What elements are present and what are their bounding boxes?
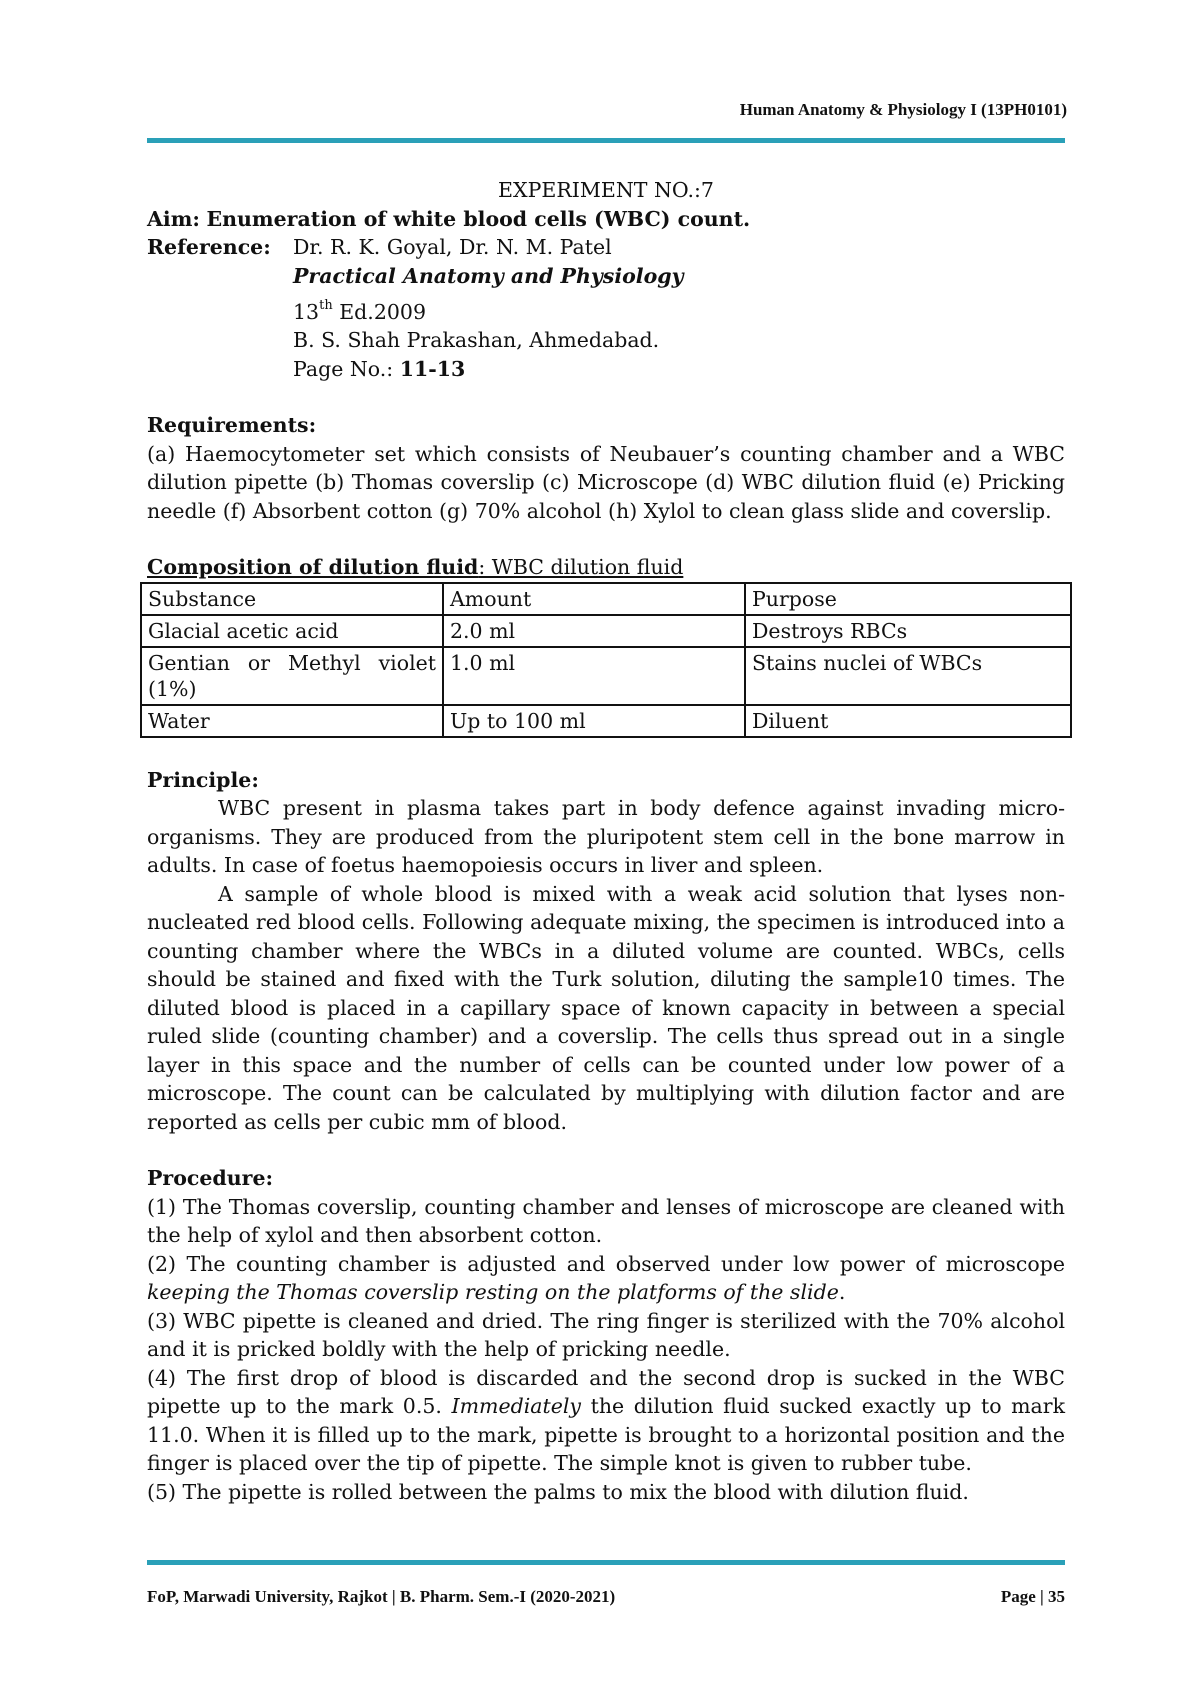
procedure-step-1: (1) The Thomas coverslip, counting chamber and lenses of microscope are cleaned with the help of xylol and then absorbent cotton. xyxy=(147,1194,1065,1248)
reference-pages xyxy=(293,355,1065,384)
edition-number: 13 xyxy=(293,299,320,324)
composition-heading xyxy=(147,553,1065,582)
table-header-row xyxy=(141,583,1071,615)
table-cell: Up to 100 ml xyxy=(443,705,745,737)
table-cell: Stains nuclei of WBCs xyxy=(745,647,1071,705)
page-label: Page No.: xyxy=(293,356,400,381)
page-content xyxy=(147,176,1065,1506)
header-rule xyxy=(147,138,1065,143)
edition-year: Ed.2009 xyxy=(332,299,426,324)
principle-paragraph-2: A sample of whole blood is mixed with a weak acid solution that lyses non-nucleated red blood cells. Following adequate mixing, the specimen is introduced into a counting chamber where the WBCs in a diluted volume are counted. WBCs, cells should be stained and fixed with the Turk solution, diluting the sample10 times. The diluted blood is placed in a capillary space of known capacity in between a special ruled slide (counting chamber) and a coverslip. The cells thus spread out in a single layer in this space and the number of cells can be counted under low power of a microscope. The count can be calculated by multiplying with dilution factor and are reported as cells per cubic mm of blood. xyxy=(147,881,1065,1134)
composition-table xyxy=(140,582,1072,738)
aim-text: Enumeration of white blood cells (WBC) count. xyxy=(206,206,751,231)
principle-paragraph-1: WBC present in plasma takes part in body defence against invading micro-organisms. They are produced from the pluripotent stem cell in the bone marrow in adults. In case of foetus haemopoiesis occurs in liver and spleen. xyxy=(147,796,1065,878)
edition-superscript: th xyxy=(319,298,333,313)
table-cell: Gentian or Methyl violet (1%) xyxy=(141,647,443,705)
table-header-cell: Amount xyxy=(443,583,745,615)
footer-rule xyxy=(147,1560,1065,1565)
footer-page-number: Page | 35 xyxy=(1000,1587,1065,1606)
table-row xyxy=(141,705,1071,737)
table-cell: 2.0 ml xyxy=(443,615,745,647)
table-cell: Diluent xyxy=(745,705,1071,737)
procedure-step-2 xyxy=(147,1250,1065,1307)
requirements-text: (a) Haemocytometer set which consists of Neubauer’s counting chamber and a WBC dilution pipette (b) Thomas coverslip (c) Microscope (d) WBC dilution fluid (e) Pricking needle (f) Absorbent cotton (g) 70% alcohol (h) Xylol to clean glass slide and coverslip. xyxy=(147,441,1065,523)
principle-heading: Principle: xyxy=(147,767,259,792)
procedure-step-5: (5) The pipette is rolled between the palms to mix the blood with dilution fluid. xyxy=(147,1479,969,1504)
reference-label: Reference: xyxy=(147,235,271,259)
aim-label: Aim: xyxy=(147,206,200,231)
procedure-heading: Procedure: xyxy=(147,1166,274,1191)
running-header: Human Anatomy & Physiology I (13PH0101) xyxy=(739,100,1067,119)
footer-institution: FoP, Marwadi University, Rajkot | B. Pharm. Sem.-I (2020-2021) xyxy=(147,1587,616,1606)
reference-authors: Dr. R. K. Goyal, Dr. N. M. Patel xyxy=(293,235,612,259)
table-cell: Destroys RBCs xyxy=(745,615,1071,647)
procedure-step-4 xyxy=(147,1364,1065,1478)
table-cell: Water xyxy=(141,705,443,737)
step-2-end: . xyxy=(838,1280,846,1305)
table-header-cell: Substance xyxy=(141,583,443,615)
reference-book: Practical Anatomy and Physiology xyxy=(293,263,684,288)
table-cell: Glacial acetic acid xyxy=(141,615,443,647)
step-4-text: (4) The first drop of blood is discarded and the second drop is sucked in the WBC pipette up to the mark 0.5. xyxy=(147,1365,1065,1419)
experiment-title: EXPERIMENT NO.:7 xyxy=(498,178,714,202)
step-2-italic: keeping the Thomas coverslip resting on the platforms of the slide xyxy=(147,1280,839,1305)
table-row xyxy=(141,615,1071,647)
procedure-step-3: (3) WBC pipette is cleaned and dried. The ring finger is sterilized with the 70% alcohol and it is pricked boldly with the help of pricking needle. xyxy=(147,1308,1065,1362)
reference-edition xyxy=(293,294,1065,326)
composition-suffix: : WBC dilution fluid xyxy=(478,555,684,580)
requirements-heading: Requirements: xyxy=(147,413,317,438)
table-cell: 1.0 ml xyxy=(443,647,745,705)
page-value: 11-13 xyxy=(399,356,466,381)
step-2-text: (2) The counting chamber is adjusted and observed under low power of microscope xyxy=(147,1251,1065,1276)
step-4-italic: Immediately xyxy=(451,1394,582,1419)
aim-line xyxy=(147,205,1065,234)
table-row xyxy=(141,647,1071,705)
table-header-cell: Purpose xyxy=(745,583,1071,615)
reference-block xyxy=(147,233,1065,383)
step-4-rest: the dilution fluid sucked exactly up to mark 11.0. When it is filled up to the mark, pipette is brought to a horizontal position and the finger is placed over the tip of pipette. The simple knot is given to rubber tube. xyxy=(147,1394,1066,1476)
composition-title: Composition of dilution fluid xyxy=(147,555,479,580)
reference-publisher: B. S. Shah Prakashan, Ahmedabad. xyxy=(293,328,660,353)
